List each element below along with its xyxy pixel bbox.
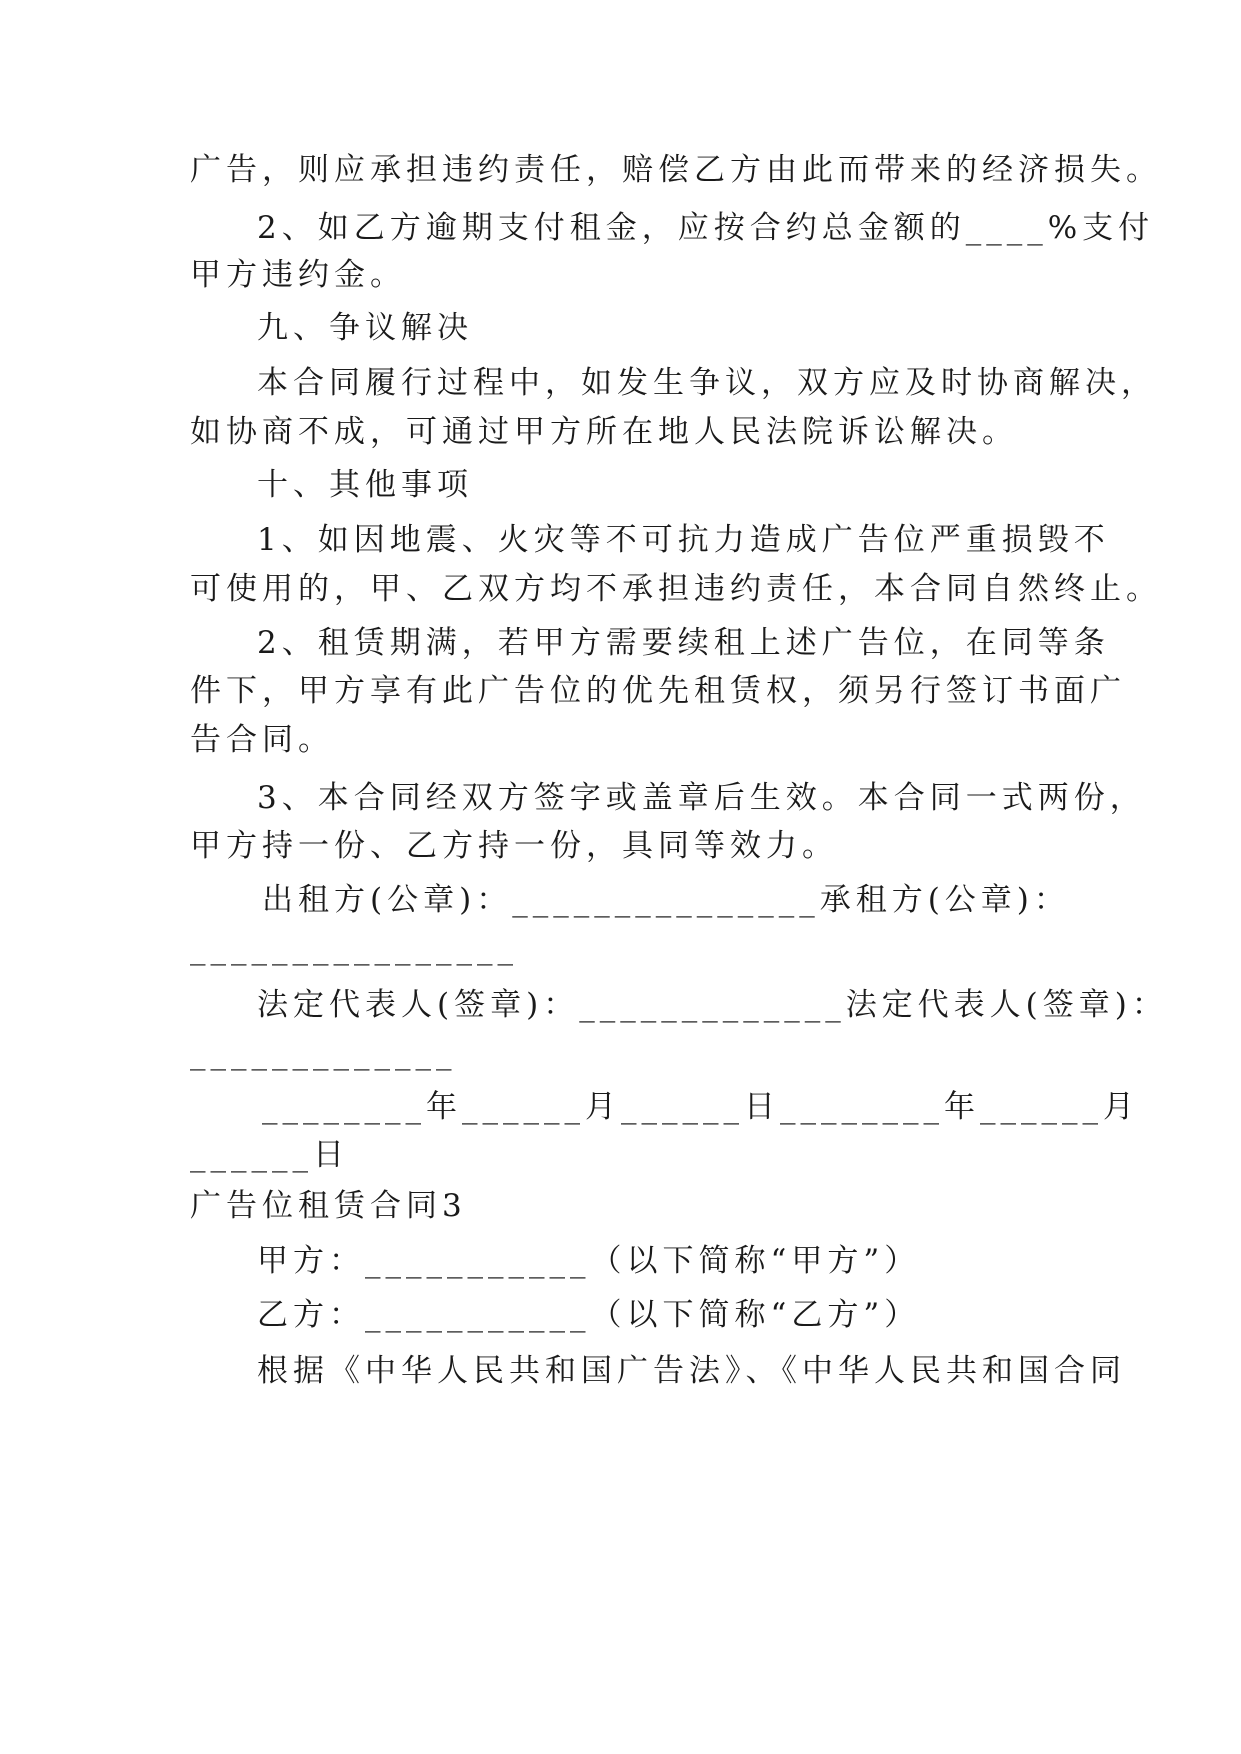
party-a-line: 甲方：___________（以下简称“甲方”） — [257, 1243, 921, 1279]
text-line: 告合同。 — [190, 722, 334, 758]
date-line: ________年______月______日________年______月 — [262, 1089, 1139, 1125]
signature-lessor-lessee: 出租方(公章)：_______________承租方(公章)： — [262, 882, 1070, 918]
date-line: ______日 — [190, 1137, 349, 1173]
text-line: 甲方持一份、乙方持一份，具同等效力。 — [190, 828, 838, 864]
text-line: 件下，甲方享有此广告位的优先租赁权，须另行签订书面广 — [190, 673, 1126, 709]
text-line: 2、如乙方逾期支付租金，应按合约总金额的____%支付 — [257, 210, 1155, 246]
signature-blank: ________________ — [190, 930, 518, 966]
text-line: 广告，则应承担违约责任，赔偿乙方由此而带来的经济损失。 — [190, 152, 1162, 188]
section-heading: 十、其他事项 — [257, 467, 473, 503]
party-b-line: 乙方：___________（以下简称“乙方”） — [257, 1297, 921, 1333]
text-line: 3、本合同经双方签字或盖章后生效。本合同一式两份， — [257, 780, 1146, 816]
signature-legal-rep: 法定代表人(签章)：_____________法定代表人(签章)： — [257, 987, 1168, 1023]
text-line: 可使用的，甲、乙双方均不承担违约责任，本合同自然终止。 — [190, 571, 1162, 607]
section-heading: 九、争议解决 — [257, 310, 473, 346]
contract-title: 广告位租赁合同3 — [190, 1188, 467, 1224]
text-line: 根据《中华人民共和国广告法》、《中华人民共和国合同 — [257, 1353, 1126, 1389]
signature-blank: _____________ — [190, 1035, 457, 1071]
text-line: 2、租赁期满，若甲方需要续租上述广告位，在同等条 — [257, 625, 1110, 661]
text-line: 甲方违约金。 — [190, 257, 406, 293]
text-line: 如协商不成，可通过甲方所在地人民法院诉讼解决。 — [190, 414, 1018, 450]
text-line: 1、如因地震、火灾等不可抗力造成广告位严重损毁不 — [257, 522, 1110, 558]
text-line: 本合同履行过程中，如发生争议，双方应及时协商解决， — [257, 365, 1157, 401]
